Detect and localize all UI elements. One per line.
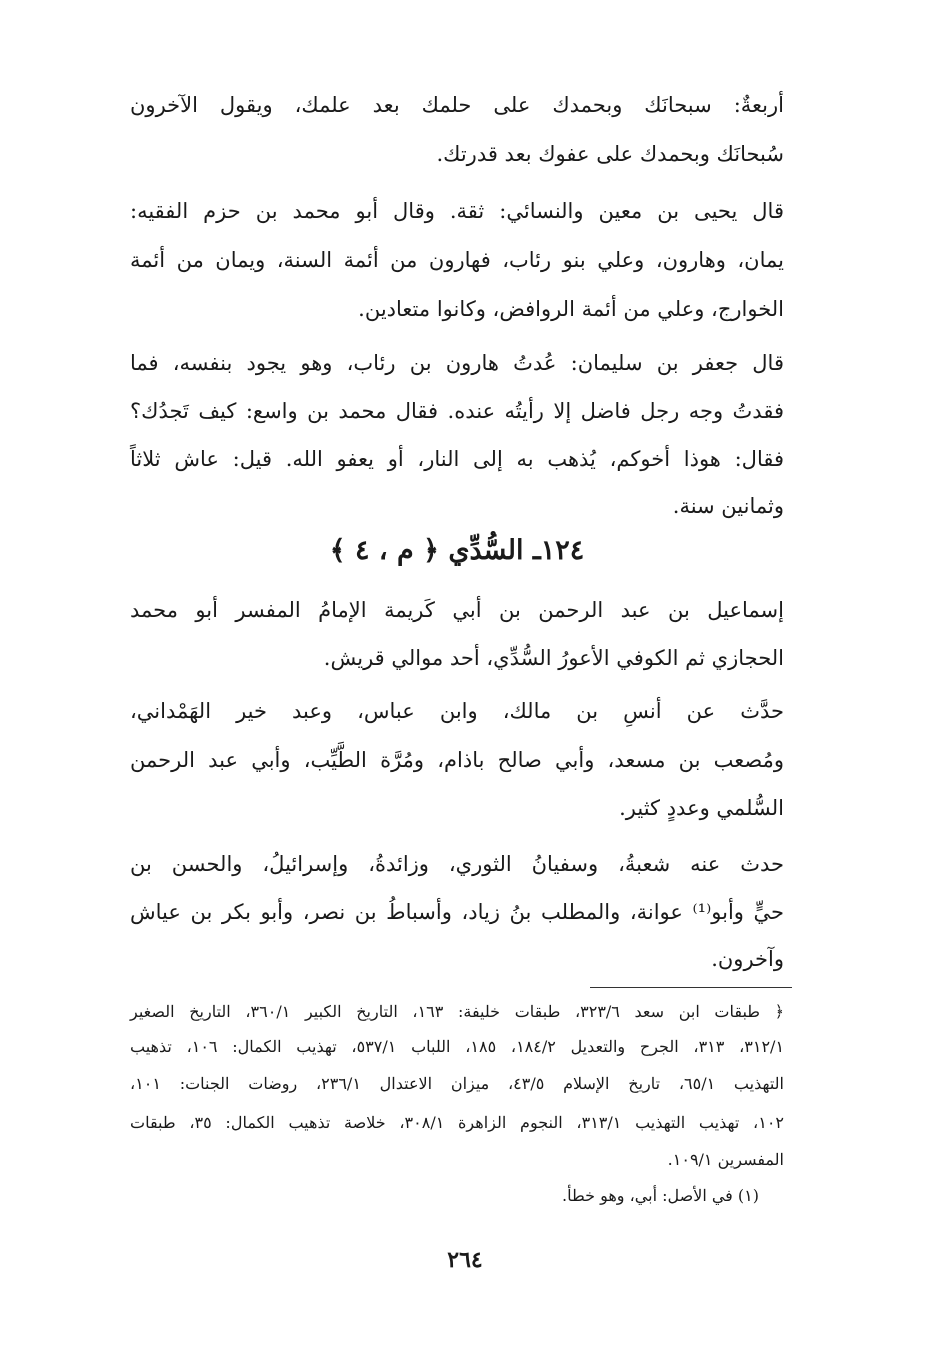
- body-line: حدَّث عن أنسِ بن مالك، وابن عباس، وعبد خير الهَمْداني،: [130, 699, 784, 723]
- footnote-1: (١) في الأصل: أبي، وهو خطأ.: [562, 1186, 759, 1205]
- body-line: وثمانين سنة.: [672, 494, 784, 518]
- body-line: فقال: هوذا أخوكم، يُذهب به إلى النار، أو يعفو الله. قيل: عاش ثلاثاً: [130, 447, 784, 471]
- body-line: وآخرون.: [711, 947, 784, 971]
- body-line: يمان، وهارون، وعلي بنو رئاب، فهارون من أئمة السنة، ويمان من أئمة: [130, 248, 784, 272]
- footnote-line: ٣١٢/١، ٣١٣، الجرح والتعديل ١٨٤/٢، ١٨٥، اللباب ٥٣٧/١، تهذيب الكمال: ١٠٦، تذهيب: [130, 1037, 785, 1056]
- footnote-line: ١٠٢، تهذيب التهذيب ٣١٣/١، النجوم الزاهرة ٣٠٨/١، خلاصة تذهيب الكمال: ٣٥، طبقات: [130, 1113, 785, 1132]
- body-line: سُبحانَك وبحمدك على عفوك بعد قدرتك.: [436, 142, 784, 166]
- body-line: ومُصعب بن مسعد، وأبي صالح باذام، ومُرَّة الطَّيِّب، وأبي عبد الرحمن: [130, 748, 784, 772]
- page-number: ٢٦٤: [447, 1247, 483, 1273]
- body-line: حيٍّ وأبو⁽¹⁾ عوانة، والمطلب بنُ زياد، وأسباطُ بن نصر، وأبو بكر بن عياش: [130, 900, 784, 924]
- footnote-separator: [590, 987, 792, 988]
- body-line: قال جعفر بن سليمان: عُدتُ هارون بن رئاب، وهو يجود بنفسه، فما: [130, 351, 784, 375]
- body-line: الخوارج، وعلي من أئمة الروافض، وكانوا متعادين.: [358, 297, 784, 321]
- footnote-line: ﴿ طبقات ابن سعد ٣٢٣/٦، طبقات خليفة: ١٦٣، التاريخ الكبير ٣٦٠/١، التاريخ الصغير: [130, 1002, 785, 1021]
- body-line: حدث عنه شعبةُ، وسفيانُ الثوري، وزائدةُ، وإسرائيلُ، والحسن بن: [130, 852, 784, 876]
- body-line: أربعةٌ: سبحانَك وبحمدك على حلمك بعد علمك، ويقول الآخرون: [130, 93, 784, 117]
- body-line: الحجازي ثم الكوفي الأعورُ السُّدِّي، أحد موالي قريش.: [323, 646, 784, 670]
- footnote-line: المفسرين ١٠٩/١.: [667, 1150, 784, 1169]
- body-line: السُّلمي وعددٍ كثير.: [619, 796, 784, 820]
- footnote-line: التهذيب ٦٥/١، تاريخ الإسلام ٤٣/٥، ميزان الاعتدال ٢٣٦/١، روضات الجنات: ١٠١،: [130, 1074, 785, 1093]
- body-line: فقدتُ وجه رجل فاضل إلا رأيتُه عنده. فقال محمد بن واسع: كيف تَجدُك؟: [130, 399, 784, 423]
- section-heading: ١٢٤ـ السُّدِّي ﴿ م ، ٤ ﴾: [329, 535, 585, 566]
- body-line: قال يحيى بن معين والنسائي: ثقة. وقال أبو محمد بن حزم الفقيه:: [130, 199, 784, 223]
- body-line: إسماعيل بن عبد الرحمن بن أبي كَريمة الإمامُ المفسر أبو محمد: [130, 598, 784, 622]
